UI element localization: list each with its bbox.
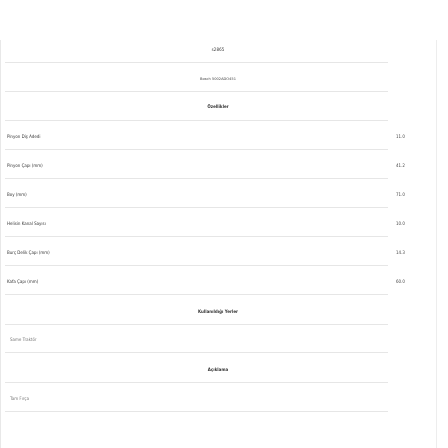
- spec-label: Pinyon Çapı (mm): [7, 163, 43, 168]
- spec-value: 41.2: [396, 163, 405, 168]
- divider: [5, 236, 388, 237]
- used-vehicle-item: Same Traktör: [10, 337, 37, 342]
- spec-label: Boy (mm): [7, 192, 27, 197]
- left-border: [0, 40, 1, 448]
- divider: [5, 382, 388, 383]
- divider: [5, 207, 388, 208]
- divider: [5, 120, 388, 121]
- spec-label: Helisin Kanal Sayısı: [7, 221, 46, 226]
- product-model: s2865: [211, 47, 225, 52]
- divider: [5, 352, 388, 353]
- spec-label: Burç Delik Çapı (mm): [7, 250, 50, 255]
- description-header: Açıklama: [207, 367, 229, 372]
- divider: [5, 265, 388, 266]
- spec-value: 14.3: [396, 250, 405, 255]
- description-item: Tam Fırça: [10, 396, 30, 401]
- spec-label: Kafa Çapı (mm): [7, 279, 39, 284]
- spec-value: 71.0: [396, 192, 405, 197]
- divider: [5, 91, 388, 92]
- divider: [5, 178, 388, 179]
- spec-value: 10.0: [396, 221, 405, 226]
- used-vehicles-header: Kullanıldığı Yerler: [197, 309, 239, 314]
- divider: [5, 149, 388, 150]
- right-border: [436, 40, 437, 448]
- spec-value: 60.0: [396, 279, 405, 284]
- divider: [5, 62, 388, 63]
- divider: [5, 411, 388, 412]
- divider: [5, 294, 388, 295]
- specs-header: Özellikler: [207, 104, 229, 109]
- divider: [5, 324, 388, 325]
- brand-code: Bosch 5002ADO451: [200, 77, 236, 81]
- spec-label: Pinyon Diş Adedi: [7, 134, 41, 139]
- spec-value: 11.0: [396, 134, 405, 139]
